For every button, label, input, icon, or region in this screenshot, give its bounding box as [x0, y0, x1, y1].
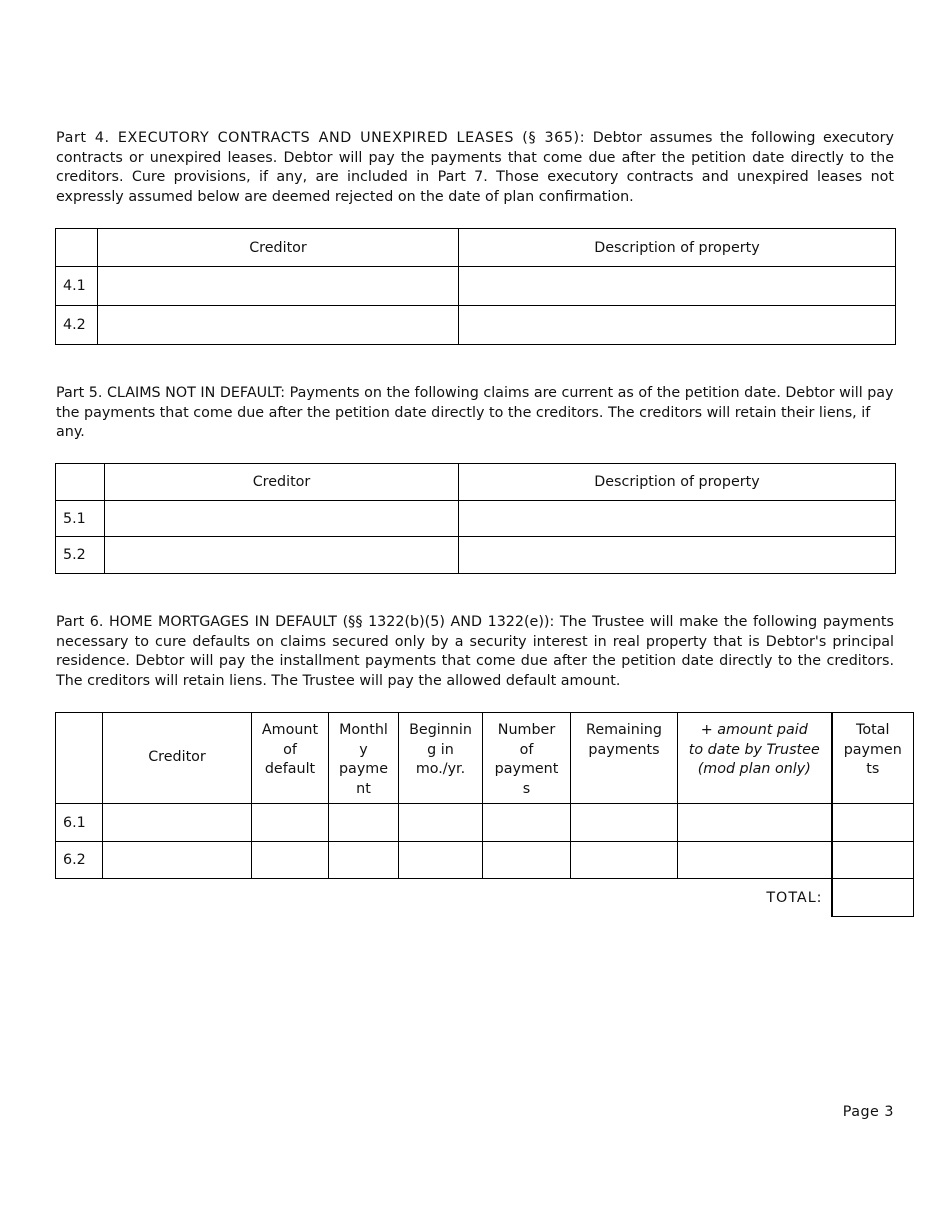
beginning-cell[interactable] — [399, 804, 483, 842]
part6-header-row — [56, 713, 914, 804]
row-number: 5.1 — [56, 501, 105, 537]
part5-text: Payments on the following claims are current as of the petition date. Debtor will pay the payments that come due after the petition date directly to the creditors. The creditors will retain their liens, if any. — [56, 385, 894, 441]
part4-header-num — [56, 229, 98, 267]
header-number-payments — [483, 713, 571, 804]
part4-heading: Part 4. EXECUTORY CONTRACTS AND UNEXPIRED LEASES (§ 365): — [56, 130, 586, 146]
creditor-cell[interactable] — [98, 267, 459, 306]
amount-default-cell[interactable] — [252, 842, 329, 879]
row-number: 6.1 — [56, 804, 103, 842]
part5-heading: Part 5. CLAIMS NOT IN DEFAULT: — [56, 385, 286, 401]
header-line: y — [359, 741, 368, 758]
part4-table — [55, 228, 896, 345]
header-line: paymen — [843, 741, 902, 758]
table-row — [56, 267, 896, 306]
part5-paragraph — [56, 384, 894, 443]
remaining-cell[interactable] — [571, 804, 678, 842]
header-line: of — [283, 741, 297, 758]
part6-paragraph — [56, 613, 894, 691]
header-line — [678, 741, 831, 761]
header-total — [832, 713, 914, 804]
header-monthly-payment — [329, 713, 399, 804]
creditor-cell[interactable] — [98, 306, 459, 345]
header-line: Remaining — [586, 722, 662, 738]
header-line-text: (mod plan only) — [697, 761, 811, 777]
row-number: 5.2 — [56, 537, 105, 574]
part6-header-creditor: Creditor — [103, 713, 252, 804]
amount-paid-cell[interactable] — [678, 842, 832, 879]
property-cell[interactable] — [459, 501, 896, 537]
grand-total-cell[interactable] — [832, 879, 914, 917]
part6-text: The Trustee will make the following payments necessary to cure defaults on claims secured only by a security interest in real property that is Debtor's principal residence. Debtor will pay the installment payments that come due after the petition date directly to the creditors. The creditors will retain liens. The Trustee will pay the allowed default amount. — [56, 614, 894, 689]
row-number: 6.2 — [56, 842, 103, 879]
part4-header-row — [56, 229, 896, 267]
total-cell[interactable] — [832, 842, 914, 879]
creditor-cell[interactable] — [105, 537, 459, 574]
part6-header-num — [56, 713, 103, 804]
header-remaining — [571, 713, 678, 804]
row-number: 4.2 — [56, 306, 98, 345]
header-line: nt — [356, 780, 371, 797]
property-cell[interactable] — [459, 306, 896, 345]
header-line: default — [264, 761, 316, 777]
header-line: Amount — [261, 722, 319, 738]
header-line: s — [522, 780, 531, 797]
header-line: Total — [856, 722, 890, 738]
creditor-cell[interactable] — [103, 804, 252, 842]
table-row — [56, 842, 914, 879]
table-row — [56, 306, 896, 345]
part4-header-property: Description of property — [459, 229, 896, 267]
part4-paragraph — [56, 129, 894, 207]
page-number: Page 3 — [842, 1104, 894, 1120]
part5-header-num — [56, 464, 105, 501]
header-line: payments — [588, 741, 660, 758]
monthly-payment-cell[interactable] — [329, 804, 399, 842]
table-row — [56, 501, 896, 537]
header-beginning — [399, 713, 483, 804]
part4-header-creditor: Creditor — [98, 229, 459, 267]
part5-header-row — [56, 464, 896, 501]
property-cell[interactable] — [459, 537, 896, 574]
header-line: payment — [494, 761, 559, 777]
table-row — [56, 804, 914, 842]
part5-table — [55, 463, 896, 574]
header-amount-paid — [678, 713, 832, 804]
beginning-cell[interactable] — [399, 842, 483, 879]
remaining-cell[interactable] — [571, 842, 678, 879]
amount-default-cell[interactable] — [252, 804, 329, 842]
total-cell[interactable] — [832, 804, 914, 842]
header-line: ts — [866, 761, 880, 777]
creditor-cell[interactable] — [103, 842, 252, 879]
monthly-payment-cell[interactable] — [329, 842, 399, 879]
number-payments-cell[interactable] — [483, 804, 571, 842]
number-payments-cell[interactable] — [483, 842, 571, 879]
header-amount-default — [252, 713, 329, 804]
part5-header-creditor: Creditor — [105, 464, 459, 501]
header-line: Beginnin — [409, 722, 472, 738]
header-line: mo./yr. — [415, 761, 466, 777]
total-row — [56, 879, 914, 917]
part6-heading: Part 6. HOME MORTGAGES IN DEFAULT (§§ 1322(b)(5) AND 1322(e)): — [56, 614, 555, 630]
header-line: Number — [497, 722, 556, 738]
row-number: 4.1 — [56, 267, 98, 306]
header-line: Monthl — [339, 722, 388, 738]
header-line-text: to date by Trustee — [688, 741, 820, 758]
amount-paid-cell[interactable] — [678, 804, 832, 842]
header-line: of — [519, 741, 534, 758]
header-line: g in — [427, 741, 454, 758]
creditor-cell[interactable] — [105, 501, 459, 537]
total-label: TOTAL: — [766, 889, 823, 906]
header-line — [678, 721, 831, 741]
header-line — [678, 760, 831, 780]
part6-table — [55, 712, 914, 917]
part5-header-property: Description of property — [459, 464, 896, 501]
property-cell[interactable] — [459, 267, 896, 306]
header-line: payme — [338, 761, 389, 777]
part4-text: Debtor assumes the following executory contracts or unexpired leases. Debtor will pay the payments that come due after the petition date directly to the creditors. Cure provisions, if any, are included in Part 7. Those executory contracts and unexpired leases not expressly assumed below are deemed rejected on the date of plan confirmation. — [56, 130, 894, 205]
table-row — [56, 537, 896, 574]
header-line-text: + amount paid — [700, 722, 808, 738]
